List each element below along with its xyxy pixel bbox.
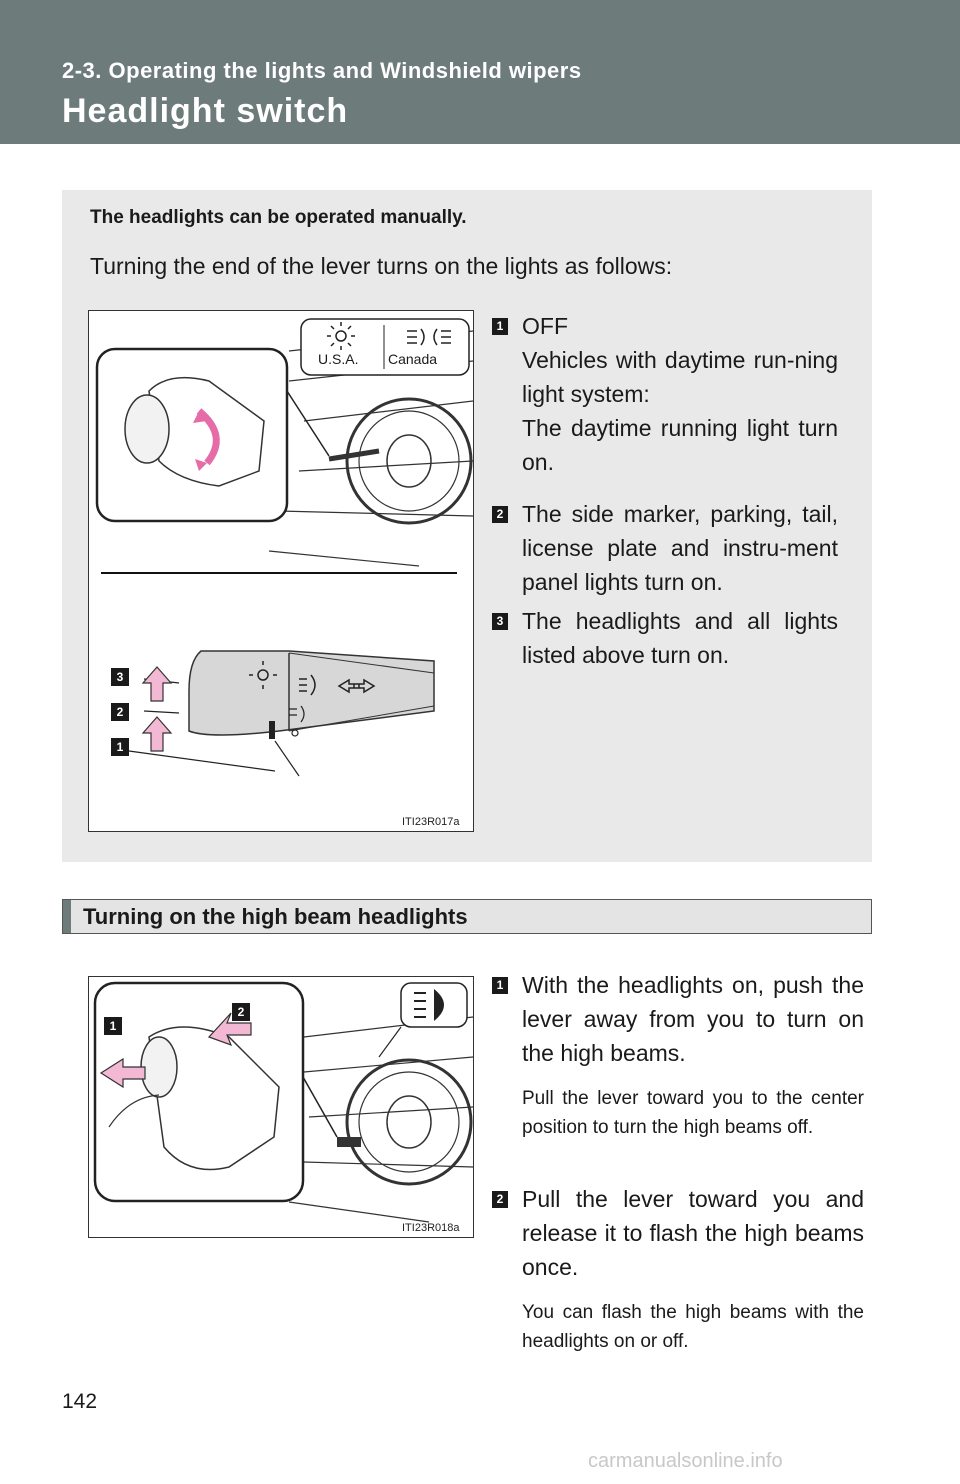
step-1-line-3: The daytime running light turn on. — [522, 415, 838, 475]
label-usa: U.S.A. — [318, 351, 359, 367]
subsection-heading — [62, 899, 872, 934]
step-number: 3 — [492, 613, 508, 630]
high-beam-step-2 — [496, 1182, 864, 1284]
subsection-title: Turning on the high beam headlights — [83, 904, 468, 929]
step-1-line-1: OFF — [522, 313, 568, 339]
figure2-code: ITI23R018a — [402, 1222, 460, 1234]
step-number: 2 — [492, 1191, 508, 1208]
high-beam-step-2-text: Pull the lever toward you and release it to flash the high beams once. — [522, 1186, 864, 1280]
figure1-code: ITI23R017a — [402, 816, 460, 828]
step-3 — [496, 604, 838, 672]
high-beam-step-1 — [496, 968, 864, 1070]
step-2 — [496, 497, 838, 599]
figure1-marker-2: 2 — [111, 703, 129, 721]
lever-illustration — [88, 310, 474, 832]
high-beam-note-2: You can flash the high beams with the headlights on or off. — [522, 1302, 864, 1352]
figure1-marker-3: 3 — [111, 668, 129, 686]
lever-drawing — [89, 311, 473, 831]
intro-text: Turning the end of the lever turns on the lights as follows: — [90, 253, 673, 279]
page-title: Headlight switch — [62, 92, 349, 130]
high-beam-step-1-text: With the headlights on, push the lever away from you to turn on the high beams. — [522, 972, 864, 1066]
step-number: 2 — [492, 506, 508, 523]
step-number: 1 — [492, 977, 508, 994]
figure1-marker-1: 1 — [111, 738, 129, 756]
page-number: 142 — [62, 1390, 98, 1413]
high-beam-drawing — [89, 977, 473, 1237]
heading-bar — [63, 900, 71, 933]
high-beam-illustration — [88, 976, 474, 1238]
step-1 — [496, 309, 838, 479]
watermark: carmanualsonline.info — [588, 1450, 783, 1472]
intro-bold: The headlights can be operated manually. — [90, 207, 467, 228]
step-3-text: The headlights and all lights listed above turn on. — [522, 608, 838, 668]
page-header — [0, 0, 960, 144]
section-label: 2-3. Operating the lights and Windshield wipers — [62, 58, 582, 83]
step-1-line-2: Vehicles with daytime run-ning light system: — [522, 347, 838, 407]
label-canada: Canada — [388, 351, 438, 367]
step-number: 1 — [492, 318, 508, 335]
high-beam-note-1: Pull the lever toward you to the center position to turn the high beams off. — [522, 1088, 864, 1138]
figure2-marker-1: 1 — [104, 1017, 122, 1035]
figure2-marker-2: 2 — [232, 1003, 250, 1021]
step-2-text: The side marker, parking, tail, license plate and instru-ment panel lights turn on. — [522, 501, 838, 595]
